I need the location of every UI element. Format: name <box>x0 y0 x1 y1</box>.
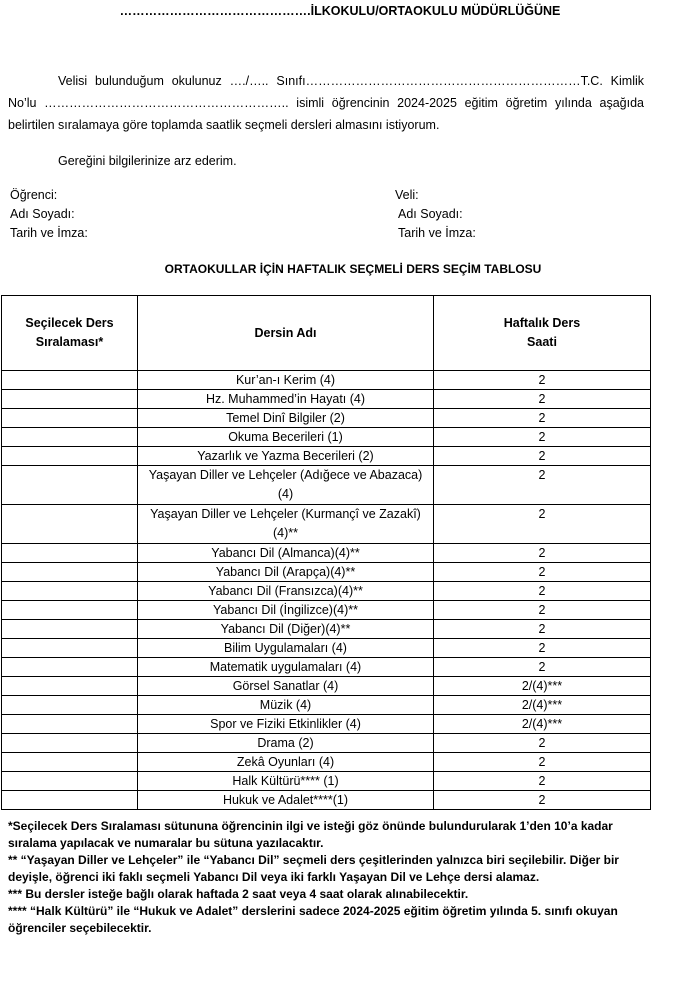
parent-title: Veli: <box>395 188 419 202</box>
table-row <box>2 734 651 753</box>
weekly-hours-cell: 2 <box>434 734 651 753</box>
footnote-1: *Seçilecek Ders Sıralaması sütununa öğrencinin ilgi ve isteği göz önünde bulundurularak 1’den 10’a kadar sıralama yapılacak ve numaralar bu sütuna yazılacaktır. <box>8 819 613 850</box>
column-header-weekly-hours: Haftalık Ders Saati <box>434 296 651 371</box>
course-name-cell: Spor ve Fiziki Etkinlikler (4) <box>138 715 434 734</box>
order-input-cell[interactable] <box>2 505 138 544</box>
course-name-cell: Temel Dinî Bilgiler (2) <box>138 409 434 428</box>
course-name-cell: Okuma Becerileri (1) <box>138 428 434 447</box>
parent-date-signature-label: Tarih ve İmza: <box>398 226 476 240</box>
order-input-cell[interactable] <box>2 791 138 810</box>
table-row <box>2 696 651 715</box>
weekly-hours-cell: 2 <box>434 428 651 447</box>
weekly-hours-cell: 2/(4)*** <box>434 677 651 696</box>
course-name-cell: Kur’an-ı Kerim (4) <box>138 371 434 390</box>
parent-name-label: Adı Soyadı: <box>398 207 463 221</box>
course-name-cell: Görsel Sanatlar (4) <box>138 677 434 696</box>
course-name-cell: Yaşayan Diller ve Lehçeler (Adığece ve Abazaca)(4) <box>138 466 434 505</box>
table-row <box>2 582 651 601</box>
course-name-cell: Yabancı Dil (Arapça)(4)** <box>138 563 434 582</box>
footnote-2: ** “Yaşayan Diller ve Lehçeler” ile “Yabancı Dil” seçmeli ders çeşitlerinden yalnızca biri seçilebilir. Diğer bir deyişle, öğrenci iki faklı seçmeli Yabancı Dil veya iki farklı Yaşayan Dil ve Lehçe dersi alamaz. <box>8 853 619 884</box>
table-row <box>2 466 651 505</box>
student-title: Öğrenci: <box>10 188 58 202</box>
table-row <box>2 563 651 582</box>
footnote-4: **** “Halk Kültürü” ile “Hukuk ve Adalet” derslerini sadece 2024-2025 eğitim öğretim yılında 5. sınıfı okuyan öğrenciler seçebilecektir. <box>8 904 618 935</box>
table-row <box>2 447 651 466</box>
parent-section <box>395 186 476 243</box>
table-header-row <box>2 296 651 371</box>
footnote-3: *** Bu dersler isteğe bağlı olarak haftada 2 saat veya 4 saat olarak alınabilecektir. <box>8 887 469 901</box>
course-name-cell: Zekâ Oyunları (4) <box>138 753 434 772</box>
course-name-cell: Yabancı Dil (İngilizce)(4)** <box>138 601 434 620</box>
elective-course-table <box>1 295 651 810</box>
course-name-cell: Yabancı Dil (Fransızca)(4)** <box>138 582 434 601</box>
closing-paragraph: Gereğini bilgilerinize arz ederim. <box>58 154 237 168</box>
table-row <box>2 791 651 810</box>
order-input-cell[interactable] <box>2 677 138 696</box>
order-input-cell[interactable] <box>2 734 138 753</box>
order-input-cell[interactable] <box>2 409 138 428</box>
weekly-hours-cell: 2 <box>434 371 651 390</box>
student-section <box>10 186 88 243</box>
table-row <box>2 544 651 563</box>
request-paragraph: Velisi bulunduğum okulunuz …./….. Sınıfı…………………………………………………………T.C. Kimlik No’lu ………………………………………………….. isimli öğrencinin 2024-2025 eğitim öğretim yılında aşağıda belirtilen sıralamaya göre toplamda saatlik seçmeli dersleri almasını istiyorum. <box>8 74 644 132</box>
weekly-hours-cell: 2 <box>434 390 651 409</box>
table-row <box>2 772 651 791</box>
course-name-cell: Yaşayan Diller ve Lehçeler (Kurmançî ve Zazakî) (4)** <box>138 505 434 544</box>
course-name-cell: Hz. Muhammed’in Hayatı (4) <box>138 390 434 409</box>
course-name-cell: Hukuk ve Adalet****(1) <box>138 791 434 810</box>
table-row <box>2 390 651 409</box>
weekly-hours-cell: 2 <box>434 791 651 810</box>
order-input-cell[interactable] <box>2 582 138 601</box>
weekly-hours-cell: 2 <box>434 658 651 677</box>
weekly-hours-cell: 2 <box>434 639 651 658</box>
order-input-cell[interactable] <box>2 371 138 390</box>
table-row <box>2 715 651 734</box>
course-name-cell: Yabancı Dil (Diğer)(4)** <box>138 620 434 639</box>
order-input-cell[interactable] <box>2 753 138 772</box>
order-input-cell[interactable] <box>2 466 138 505</box>
table-row <box>2 505 651 544</box>
column-header-order: Seçilecek Ders Sıralaması* <box>2 296 138 371</box>
order-input-cell[interactable] <box>2 390 138 409</box>
weekly-hours-cell: 2 <box>434 753 651 772</box>
table-title: ORTAOKULLAR İÇİN HAFTALIK SEÇMELİ DERS SEÇİM TABLOSU <box>164 262 542 276</box>
order-input-cell[interactable] <box>2 544 138 563</box>
weekly-hours-cell: 2 <box>434 601 651 620</box>
table-row <box>2 677 651 696</box>
course-name-cell: Bilim Uygulamaları (4) <box>138 639 434 658</box>
table-row <box>2 753 651 772</box>
student-name-label: Adı Soyadı: <box>10 207 75 221</box>
order-input-cell[interactable] <box>2 428 138 447</box>
table-row <box>2 620 651 639</box>
column-header-course-name: Dersin Adı <box>138 296 434 371</box>
course-name-cell: Yabancı Dil (Almanca)(4)** <box>138 544 434 563</box>
order-input-cell[interactable] <box>2 772 138 791</box>
order-input-cell[interactable] <box>2 639 138 658</box>
table-row <box>2 428 651 447</box>
weekly-hours-cell: 2/(4)*** <box>434 696 651 715</box>
course-name-cell: Yazarlık ve Yazma Becerileri (2) <box>138 447 434 466</box>
weekly-hours-cell: 2 <box>434 447 651 466</box>
table-row <box>2 371 651 390</box>
table-row <box>2 658 651 677</box>
order-input-cell[interactable] <box>2 696 138 715</box>
footnotes <box>8 818 648 937</box>
course-name-cell: Matematik uygulamaları (4) <box>138 658 434 677</box>
weekly-hours-cell: 2 <box>434 772 651 791</box>
document-heading: ……………………………………….İLKOKULU/ORTAOKULU MÜDÜRLÜĞÜNE <box>119 4 561 18</box>
order-input-cell[interactable] <box>2 601 138 620</box>
order-input-cell[interactable] <box>2 715 138 734</box>
order-input-cell[interactable] <box>2 620 138 639</box>
course-name-cell: Müzik (4) <box>138 696 434 715</box>
table-row <box>2 639 651 658</box>
weekly-hours-cell: 2 <box>434 544 651 563</box>
table-row <box>2 409 651 428</box>
course-name-cell: Drama (2) <box>138 734 434 753</box>
order-input-cell[interactable] <box>2 658 138 677</box>
table-row <box>2 601 651 620</box>
weekly-hours-cell: 2 <box>434 582 651 601</box>
weekly-hours-cell: 2 <box>434 505 651 544</box>
student-date-signature-label: Tarih ve İmza: <box>10 226 88 240</box>
weekly-hours-cell: 2 <box>434 563 651 582</box>
weekly-hours-cell: 2 <box>434 466 651 505</box>
order-input-cell[interactable] <box>2 563 138 582</box>
weekly-hours-cell: 2 <box>434 620 651 639</box>
weekly-hours-cell: 2/(4)*** <box>434 715 651 734</box>
order-input-cell[interactable] <box>2 447 138 466</box>
weekly-hours-cell: 2 <box>434 409 651 428</box>
course-name-cell: Halk Kültürü**** (1) <box>138 772 434 791</box>
